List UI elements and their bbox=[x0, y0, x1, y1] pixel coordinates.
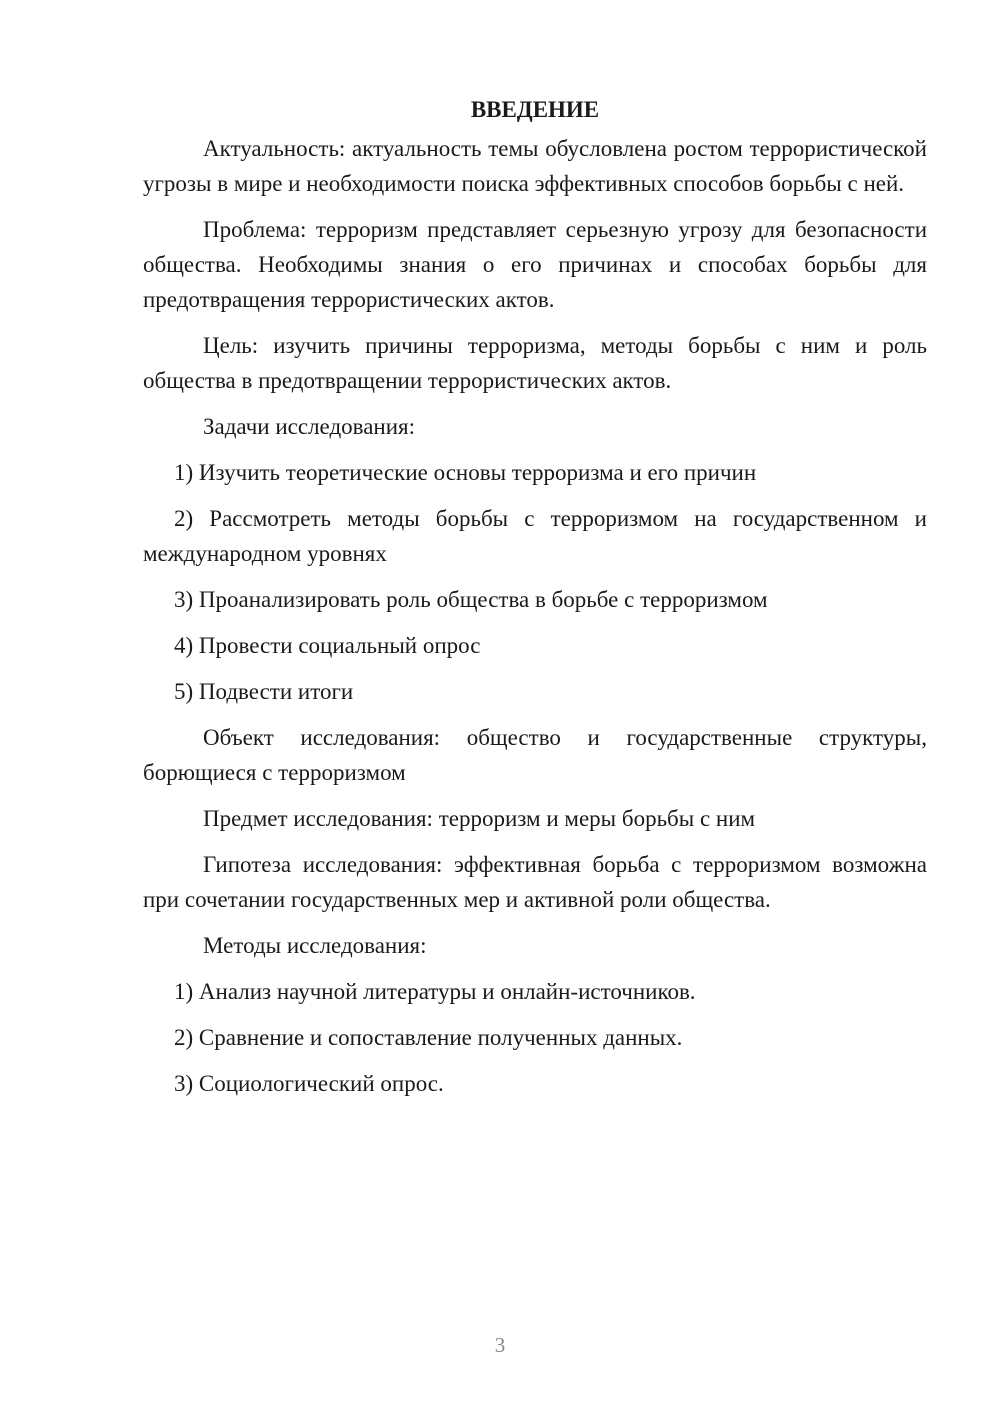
list-item: 3) Социологический опрос. bbox=[174, 1071, 444, 1096]
list-item: 4) Провести социальный опрос bbox=[174, 633, 481, 658]
list-item: 3) Проанализировать роль общества в борьбе с терроризмом bbox=[174, 587, 768, 612]
page-number: 3 bbox=[494, 1333, 506, 1357]
problem-paragraph bbox=[143, 212, 927, 317]
subject-text: терроризм и меры борьбы с ним bbox=[438, 806, 756, 831]
methods-heading: Методы исследования: bbox=[203, 933, 427, 958]
hypothesis-label: Гипотеза исследования: bbox=[203, 852, 443, 877]
list-item: 5) Подвести итоги bbox=[174, 679, 354, 704]
hypothesis-text: эффективная борьба с терроризмом возможна при сочетании государственных мер и активной роли общества. bbox=[143, 852, 928, 912]
hypothesis-paragraph bbox=[143, 847, 927, 917]
subject-paragraph bbox=[143, 801, 927, 836]
object-label: Объект исследования: bbox=[203, 725, 441, 750]
object-paragraph bbox=[143, 720, 927, 790]
list-item: 2) Сравнение и сопоставление полученных данных. bbox=[174, 1025, 683, 1050]
problem-text: терроризм представляет серьезную угрозу для безопасности общества. Необходимы знания о его причинах и способах борьбы для предотвращения террористических актов. bbox=[143, 217, 928, 312]
section-title: ВВЕДЕНИЕ bbox=[470, 97, 600, 122]
list-item: 2) Рассмотреть методы борьбы с терроризмом на государственном и международном уровнях bbox=[143, 506, 927, 566]
relevance-label: Актуальность: bbox=[203, 136, 346, 161]
list-item: 1) Анализ научной литературы и онлайн-источников. bbox=[174, 979, 696, 1004]
goal-paragraph bbox=[143, 328, 927, 398]
tasks-heading: Задачи исследования: bbox=[203, 414, 416, 439]
object-text: общество и государственные структуры, борющиеся с терроризмом bbox=[143, 725, 927, 785]
list-item: 1) Изучить теоретические основы терроризма и его причин bbox=[174, 460, 757, 485]
relevance-paragraph bbox=[143, 131, 927, 201]
goal-text: изучить причины терроризма, методы борьбы с ним и роль общества в предотвращении террористических актов. bbox=[143, 333, 927, 393]
relevance-text: актуальность темы обусловлена ростом террористической угрозы в мире и необходимости поиска эффективных способов борьбы с ней. bbox=[143, 136, 927, 196]
goal-label: Цель: bbox=[203, 333, 259, 358]
page-content bbox=[143, 92, 927, 1112]
subject-label: Предмет исследования: bbox=[203, 806, 433, 831]
problem-label: Проблема: bbox=[203, 217, 307, 242]
